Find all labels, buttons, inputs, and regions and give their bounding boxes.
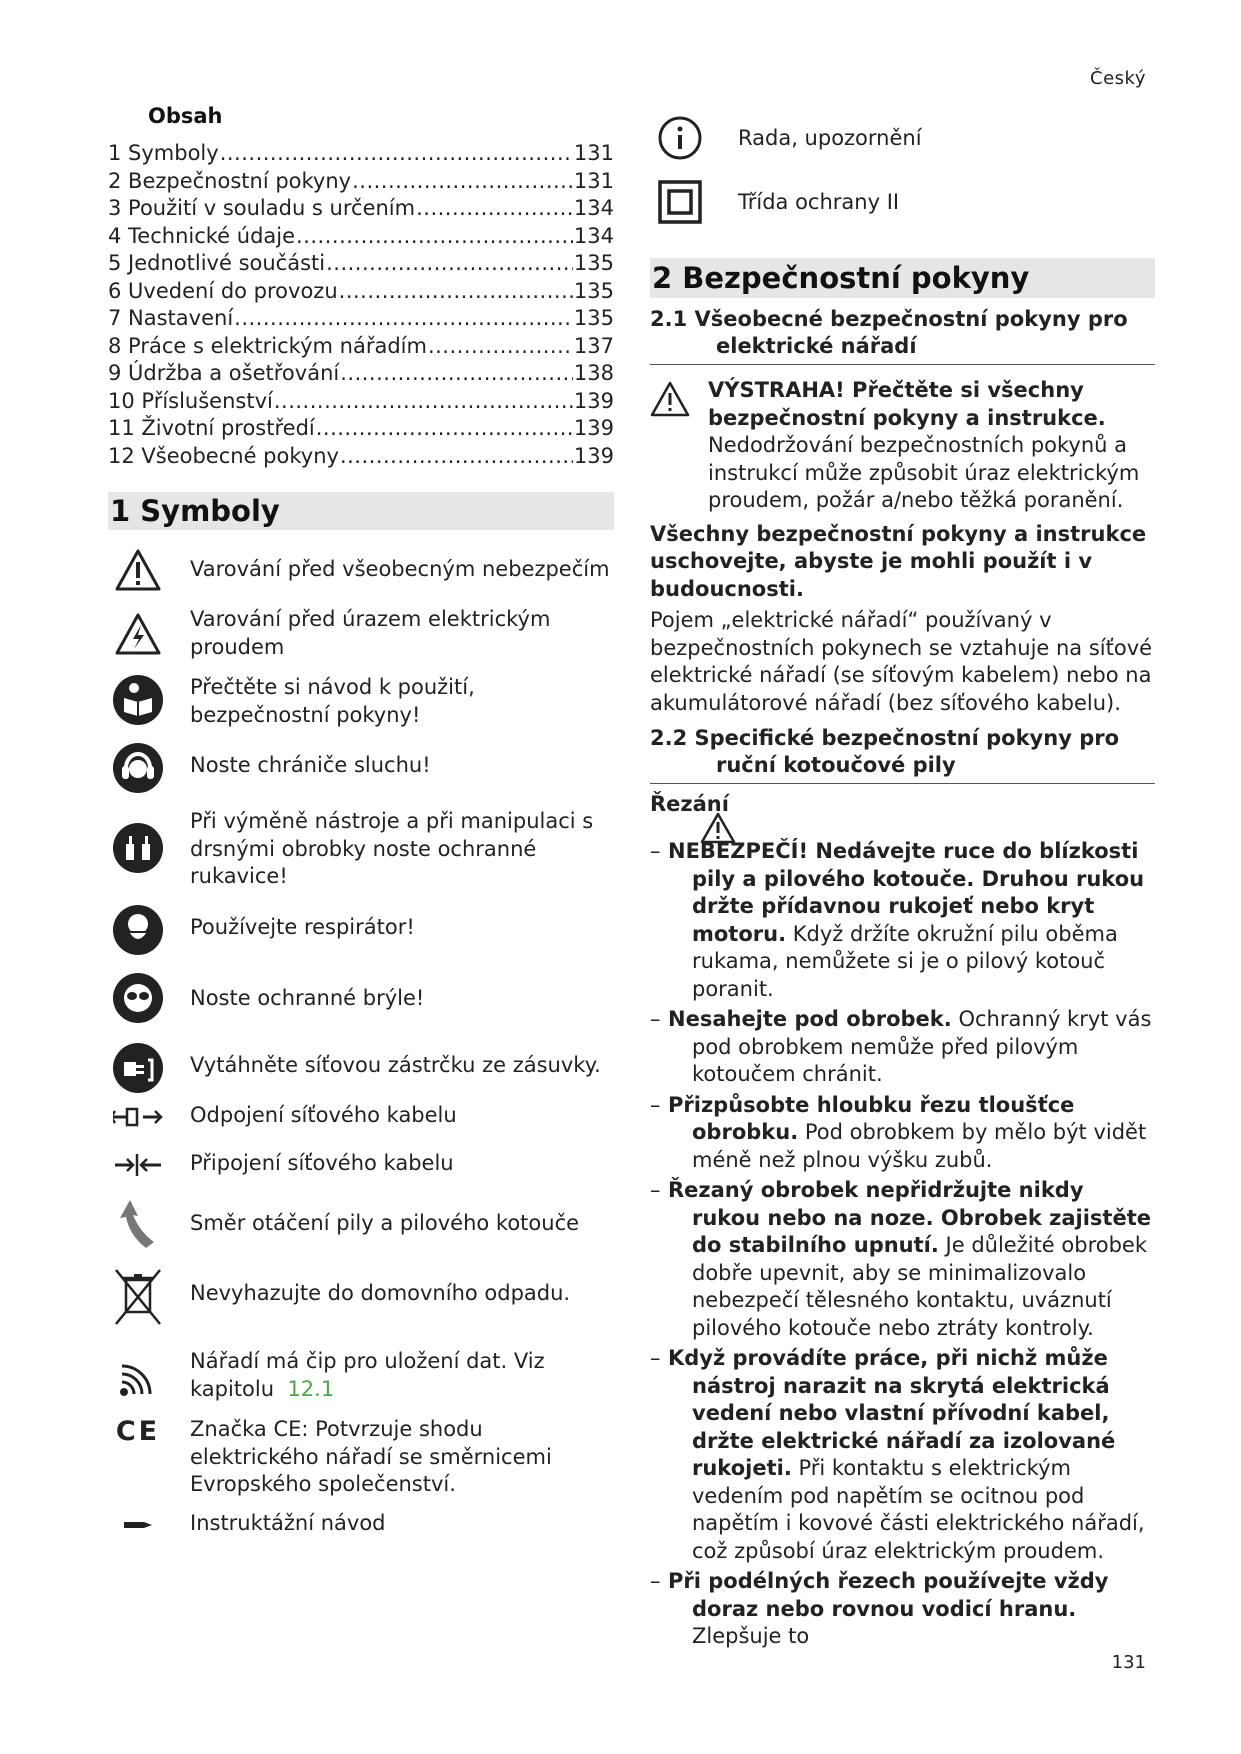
right-column <box>650 112 1155 1654</box>
toc-entry-label: 12 Všeobecné pokyny <box>108 443 339 468</box>
keep-instructions: Všechny bezpečnostní pokyny a instrukce uschovejte, abyste je mohli použít i v budoucnosti. <box>650 521 1147 601</box>
protection-class-ii-icon <box>650 179 710 225</box>
bullet-item: – Řezaný obrobek nepřidržujte nikdy rukou nebo na noze. Obrobek zajistěte do stabilního upnutí. Je důležité obrobek dobře upevnit, aby se minimalizovalo nebezpečí tělesného kontaktu, uváznutí pilového kotouče nebo ztráty kontroly. <box>650 1178 1151 1340</box>
electric-shock-warning-icon <box>108 606 168 656</box>
warning-triangle-icon <box>650 381 690 425</box>
bullet-bold: NEBEZPEČÍ! Nedávejte ruce do blízkosti pily a pilového kotouče. Druhou rukou držte přídavnou rukojeť nebo kryt motoru. <box>668 839 1145 946</box>
symbol-item <box>650 176 1155 228</box>
bullet-item: – Přizpůsobte hloubku řezu tloušťce obrobku. Pod obrobkem by mělo být vidět méně než plnou výšku zubů. <box>650 1092 1147 1172</box>
toc-leader-dots <box>274 388 573 416</box>
toc-leader-dots <box>428 333 573 361</box>
toc-leader-dots <box>296 223 573 251</box>
toc-entry-label: 5 Jednotlivé součásti <box>108 251 326 275</box>
subsection-2-2-heading <box>650 725 1155 784</box>
bullet-rest: Zlepšuje to <box>692 1624 810 1648</box>
subsection-title-line: Specifické bezpečnostní pokyny pro <box>694 726 1120 750</box>
bullet-bold: Přizpůsobte hloubku řezu tloušťce obrobku. <box>668 1092 1075 1144</box>
toc-entry-label: 3 Použití v souladu s určením <box>108 196 416 220</box>
ear-protection-icon <box>108 742 168 794</box>
rfid-chip-icon <box>108 1348 168 1398</box>
symbol-text: Značka CE: Potvrzuje shodu elektrického nářadí se směrnicemi Evropského společenství. <box>190 1417 552 1496</box>
warning-triangle-icon <box>108 548 168 592</box>
bullet-item: – Při podélných řezech používejte vždy doraz nebo rovnou vodicí hranu. Zlepšuje to <box>650 1569 1109 1648</box>
rotation-direction-arrow-icon <box>108 1198 168 1250</box>
warning-rest: Nedodržování bezpečnostních pokynů a instrukcí může způsobit úraz elektrickým proudem, požár a/nebo těžká poranění. <box>708 433 1140 512</box>
toc-entry-label: 7 Nastavení <box>108 306 234 330</box>
toc-entry-page: 135 <box>573 306 614 330</box>
symbol-text: Třída ochrany II <box>738 190 900 214</box>
symbol-item <box>108 1348 614 1416</box>
safety-heading: 2 Bezpečnostní pokyny <box>650 258 1155 298</box>
toc-entry-page: 135 <box>573 278 614 303</box>
symbol-item <box>108 904 614 972</box>
symbols-list <box>108 548 614 1550</box>
toc-entry-label: 11 Životní prostředí <box>108 416 315 440</box>
symbol-text: Varování před všeobecným nebezpečím <box>190 557 610 581</box>
page-number: 131 <box>1111 1652 1146 1673</box>
toc-leader-dots <box>220 140 573 168</box>
toc-leader-dots <box>339 278 573 306</box>
symbol-item <box>108 1198 614 1266</box>
bullet-bold: Nesahejte pod obrobek. <box>668 1007 952 1031</box>
symbol-text-main: Nářadí má čip pro uložení dat. Viz kapitolu <box>190 1349 545 1401</box>
toc-leader-dots <box>340 443 573 471</box>
toc-leader-dots <box>316 415 573 443</box>
symbol-text: Vytáhněte síťovou zástrčku ze zásuvky. <box>190 1053 601 1077</box>
gloves-icon <box>108 808 168 874</box>
toc-entry-label: 1 Symboly <box>108 141 219 165</box>
subsection-number: 2.2 <box>650 726 688 750</box>
toc-entry-page: 139 <box>573 443 614 468</box>
toc-entry-label: 9 Údržba a ošetřování <box>108 361 340 385</box>
symbol-text: Směr otáčení pily a pilového kotouče <box>190 1211 580 1235</box>
info-icon <box>650 115 710 161</box>
toc-entry-page: 139 <box>573 416 614 440</box>
symbol-text: Při výměně nástroje a při manipulaci s drsnými obrobky noste ochranné rukavice! <box>190 809 594 888</box>
toc-leader-dots <box>234 305 573 333</box>
bullet-item: – Nesahejte pod obrobek. Ochranný kryt vás pod obrobkem nemůže před pilovým kotoučem chránit. <box>650 1007 1152 1086</box>
language-label: Český <box>1090 68 1146 89</box>
toc-leader-dots <box>340 360 573 388</box>
danger-icon-row <box>650 820 1155 838</box>
subsection-title-line: ruční kotoučové pily <box>716 753 956 777</box>
bullet-rest: Při kontaktu s elektrickým vedením pod napětím se ocitnou pod napětím i kovové části elektrického nářadí, což způsobí úraz elektrickým proudem. <box>692 1456 1145 1563</box>
goggles-icon <box>108 972 168 1024</box>
instruction-arrow-icon <box>108 1510 168 1530</box>
toc-entry-page: 139 <box>573 388 614 413</box>
toc-entry[interactable] <box>108 140 614 168</box>
symbol-item <box>650 112 1155 164</box>
warning-text <box>650 377 1155 515</box>
danger-triangle-icon <box>700 812 736 848</box>
symbol-text: Používejte respirátor! <box>190 915 415 939</box>
toc-entry-page: 131 <box>573 168 614 193</box>
subsection-2-1-heading <box>650 306 1155 365</box>
connect-cable-icon <box>108 1146 168 1178</box>
symbol-text: Nevyhazujte do domovního odpadu. <box>190 1281 571 1305</box>
general-warning <box>650 377 1155 515</box>
toc-entry[interactable] <box>108 415 614 443</box>
symbol-item <box>108 742 614 808</box>
symbol-item <box>108 1146 614 1198</box>
toc-entry-page: 134 <box>573 196 614 220</box>
unplug-icon <box>108 1042 168 1094</box>
symbol-text <box>190 1348 610 1403</box>
symbol-item <box>108 1100 614 1146</box>
toc-leader-dots <box>416 195 573 223</box>
subsection-title-line: Všeobecné bezpečnostní pokyny pro <box>694 307 1128 331</box>
toc-entry[interactable] <box>108 305 614 333</box>
symbol-item <box>108 606 614 674</box>
symbol-item <box>108 548 614 606</box>
disconnect-cable-icon <box>108 1100 168 1128</box>
toc-entry[interactable] <box>108 278 614 306</box>
toc-leader-dots <box>352 168 573 196</box>
bullet-rest: Je důležité obrobek dobře upevnit, aby se minimalizovalo nebezpečí tělesného kontaktu, uváznutí pilového kotouče nebo ztráty kontroly. <box>692 1233 1148 1340</box>
bullet-bold: Při podélných řezech používejte vždy doraz nebo rovnou vodicí hranu. <box>668 1569 1109 1621</box>
chapter-link[interactable]: 12.1 <box>287 1376 335 1401</box>
toc-title: Obsah <box>148 104 223 128</box>
symbol-text: Varování před úrazem elektrickým proudem <box>190 607 551 659</box>
safety-bullets <box>650 820 1155 1651</box>
bullet-rest: Pod obrobkem by mělo být vidět méně než plnou výšku zubů. <box>692 1120 1147 1172</box>
toc-entry-page: 138 <box>573 361 614 385</box>
toc-entry-label: 8 Práce s elektrickým nářadím <box>108 333 427 358</box>
symbols-heading: 1 Symboly <box>108 492 614 530</box>
symbol-text: Noste chrániče sluchu! <box>190 753 431 777</box>
bullet-bold: Když provádíte práce, při nichž může nástroj narazit na skrytá elektrická vedení nebo vlastní přívodní kabel, držte elektrické nářadí za izolované rukojeti. <box>668 1346 1116 1480</box>
warning-bold: VÝSTRAHA! Přečtěte si všechny bezpečnostní pokyny a instrukce. <box>708 378 1106 430</box>
toc-entry[interactable] <box>108 443 614 471</box>
table-of-contents <box>108 140 614 470</box>
symbol-item <box>108 1416 614 1510</box>
symbol-text: Přečtěte si návod k použití, bezpečnostní pokyny! <box>190 675 475 727</box>
toc-entry-page: 135 <box>573 251 614 275</box>
toc-entry[interactable] <box>108 168 614 196</box>
bullet-bold: Řezaný obrobek nepřidržujte nikdy rukou nebo na noze. Obrobek zajistěte do stabilního upnutí. <box>668 1178 1151 1257</box>
toc-entry-label: 10 Příslušenství <box>108 388 273 413</box>
toc-entry-page: 134 <box>573 223 614 248</box>
subsection-title-line: elektrické nářadí <box>716 334 917 358</box>
toc-entry-label: 6 Uvedení do provozu <box>108 278 338 303</box>
cutting-heading: Řezání <box>650 792 729 816</box>
symbol-text: Instruktážní návod <box>190 1511 386 1535</box>
symbol-text: Odpojení síťového kabelu <box>190 1103 457 1127</box>
toc-entry-page: 131 <box>573 141 614 165</box>
symbol-text: Rada, upozornění <box>738 126 922 150</box>
toc-entry[interactable] <box>108 223 614 251</box>
symbol-item <box>108 1042 614 1100</box>
bullet-rest: Ochranný kryt vás pod obrobkem nemůže před pilovým kotoučem chránit. <box>692 1007 1152 1086</box>
bullet-rest: Když držíte okružní pilu oběma rukama, nemůžete si je o pilový kotouč poranit. <box>692 921 1118 1001</box>
ce-mark-icon: CE <box>115 1416 161 1447</box>
toc-entry[interactable] <box>108 250 614 278</box>
symbol-item <box>108 808 614 904</box>
toc-entry[interactable] <box>108 195 614 223</box>
left-column <box>108 104 614 1550</box>
symbol-text: Noste ochranné brýle! <box>190 986 425 1010</box>
toc-entry-label: 4 Technické údaje <box>108 223 296 248</box>
bullet-item: – NEBEZPEČÍ! Nedávejte ruce do blízkosti pily a pilového kotouče. Druhou rukou držte přídavnou rukojeť nebo kryt motoru. Když držíte okružní pilu oběma rukama, nemůžete si je o pilový kotouč poranit. <box>650 839 1145 1001</box>
subsection-number: 2.1 <box>650 307 688 331</box>
respirator-icon <box>108 904 168 956</box>
symbol-item <box>108 972 614 1042</box>
crossed-bin-icon <box>108 1266 168 1328</box>
symbol-text: Připojení síťového kabelu <box>190 1151 454 1175</box>
toc-entry-label: 2 Bezpečnostní pokyny <box>108 168 352 193</box>
bullet-item: – Když provádíte práce, při nichž může nástroj narazit na skrytá elektrická vedení nebo vlastní přívodní kabel, držte elektrické nářadí za izolované rukojeti. Při kontaktu s elektrickým vedením pod napětím se ocitnou pod napětím i kovové části elektrického nářadí, což způsobí úraz elektrickým proudem. <box>650 1346 1145 1563</box>
read-manual-icon <box>108 674 168 726</box>
toc-entry[interactable] <box>108 388 614 416</box>
symbol-item <box>108 1510 614 1550</box>
toc-entry[interactable] <box>108 360 614 388</box>
term-definition: Pojem „elektrické nářadí“ používaný v bezpečnostních pokynech se vztahuje na síťové elektrické nářadí (se síťovým kabelem) nebo na akumulátorové nářadí (bez síťového kabelu). <box>650 608 1153 715</box>
toc-leader-dots <box>326 250 573 278</box>
toc-entry-page: 137 <box>573 333 614 358</box>
symbol-item <box>108 1266 614 1348</box>
symbol-item <box>108 674 614 742</box>
toc-entry[interactable] <box>108 333 614 361</box>
